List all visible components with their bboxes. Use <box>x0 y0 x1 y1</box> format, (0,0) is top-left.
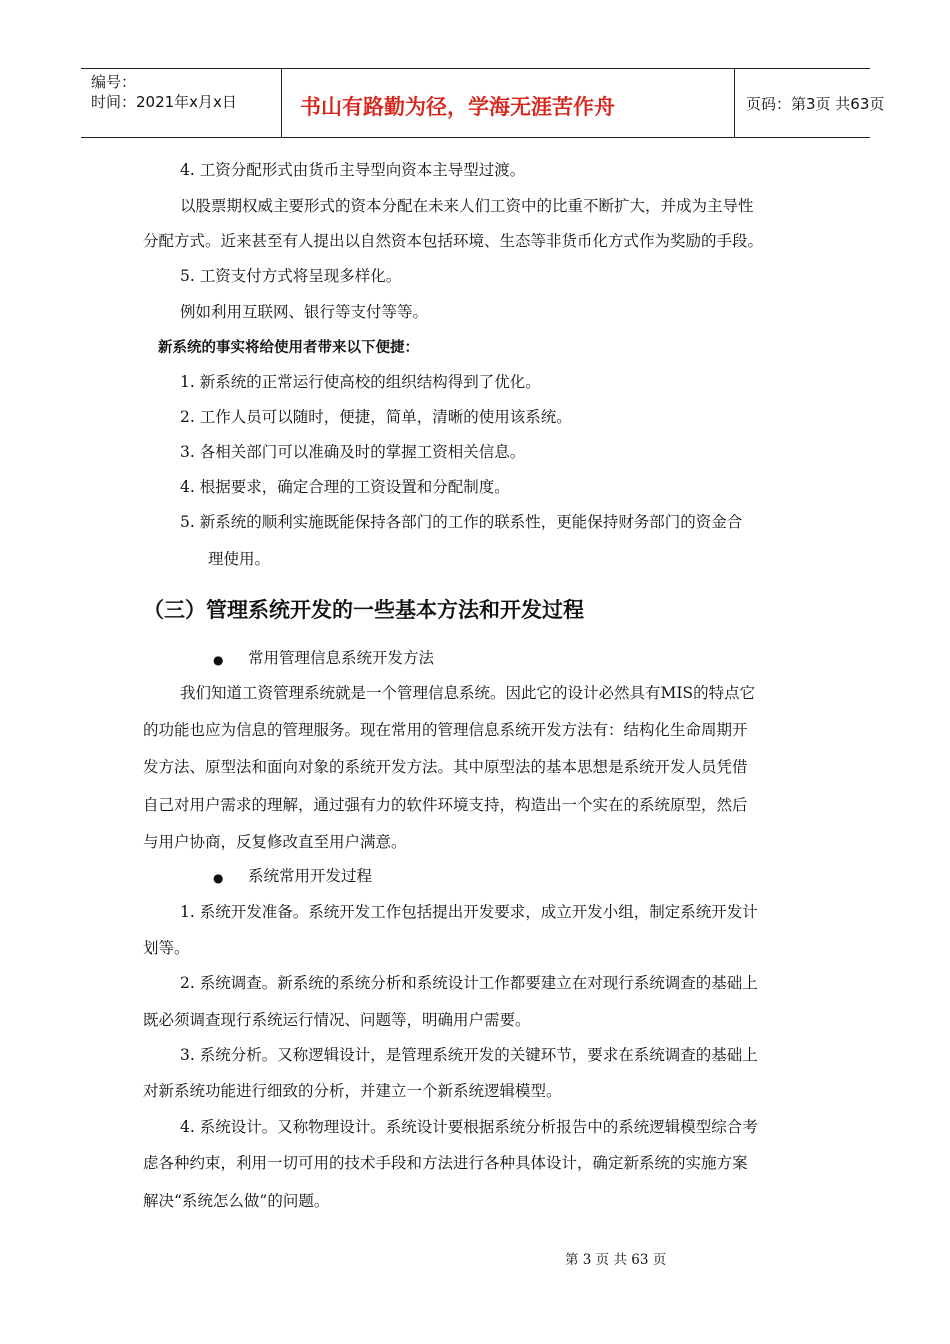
header-meta <box>81 69 281 137</box>
paragraph-line: 例如利用互联网、银行等支付等等。 <box>180 303 429 321</box>
paragraph-line: 划等。 <box>143 939 190 957</box>
bullet-dot-icon: ● <box>213 653 224 667</box>
paragraph-line: 以股票期权威主要形式的资本分配在未来人们工资中的比重不断扩大，并成为主导性 <box>180 197 754 215</box>
paragraph-line: 解决“系统怎么做”的问题。 <box>143 1192 330 1210</box>
paragraph-line: 与用户协商，反复修改直至用户满意。 <box>143 833 407 851</box>
numbered-item: 1. 新系统的正常运行使高校的组织结构得到了优化。 <box>180 373 541 391</box>
numbered-item: 5. 新系统的顺利实施既能保持各部门的工作的联系性，更能保持财务部门的资金合 <box>180 513 743 531</box>
paragraph-line: 发方法、原型法和面向对象的系统开发方法。其中原型法的基本思想是系统开发人员凭借 <box>143 758 748 776</box>
numbered-item: 2. 工作人员可以随时，便捷，简单，清晰的使用该系统。 <box>180 408 572 426</box>
footer-page-number: 第 3 页 共 63 页 <box>565 1252 667 1268</box>
numbered-item: 3. 各相关部门可以准确及时的掌握工资相关信息。 <box>180 443 526 461</box>
header-motto: 书山有路勤为径，学海无涯苦作舟 <box>300 95 615 119</box>
paragraph-line: 的功能也应为信息的管理服务。现在常用的管理信息系统开发方法有：结构化生命周期开 <box>143 721 748 739</box>
header-page-cell <box>734 69 885 137</box>
bullet-dot-icon: ● <box>213 871 224 885</box>
numbered-item: 4. 根据要求，确定合理的工资设置和分配制度。 <box>180 478 510 496</box>
document-date: 时间：2021年x月x日 <box>91 93 237 111</box>
bold-subheading: 新系统的事实将给使用者带来以下便捷： <box>158 340 419 356</box>
section-heading: （三）管理系统开发的一些基本方法和开发过程 <box>143 598 584 622</box>
paragraph-line: 2. 系统调查。新系统的系统分析和系统设计工作都要建立在对现行系统调查的基础上 <box>180 974 758 992</box>
bullet-item: 系统常用开发过程 <box>248 867 373 885</box>
paragraph-line: 对新系统功能进行细致的分析，并建立一个新系统逻辑模型。 <box>143 1082 562 1100</box>
page-header <box>81 68 885 138</box>
document-number-label: 编号： <box>91 73 137 91</box>
paragraph-line: 4. 工资分配形式由货币主导型向资本主导型过渡。 <box>180 161 526 179</box>
header-motto-cell <box>281 69 735 137</box>
bullet-item: 常用管理信息系统开发方法 <box>248 649 435 667</box>
paragraph-line: 既必须调查现行系统运行情况、问题等，明确用户需要。 <box>143 1011 531 1029</box>
paragraph-line: 4. 系统设计。又称物理设计。系统设计要根据系统分析报告中的系统逻辑模型综合考 <box>180 1118 758 1136</box>
paragraph-line: 虑各种约束，利用一切可用的技术手段和方法进行各种具体设计，确定新系统的实施方案 <box>143 1154 748 1172</box>
paragraph-line: 3. 系统分析。又称逻辑设计，是管理系统开发的关键环节，要求在系统调查的基础上 <box>180 1046 758 1064</box>
header-page-info: 页码：第3页 共63页 <box>746 95 885 113</box>
paragraph-line: 1. 系统开发准备。系统开发工作包括提出开发要求，成立开发小组，制定系统开发计 <box>180 903 758 921</box>
paragraph-line: 自己对用户需求的理解，通过强有力的软件环境支持，构造出一个实在的系统原型，然后 <box>143 796 748 814</box>
paragraph-line: 分配方式。近来甚至有人提出以自然资本包括环境、生态等非货币化方式作为奖励的手段。 <box>143 232 764 250</box>
numbered-item-continuation: 理使用。 <box>208 550 271 568</box>
paragraph-line: 5. 工资支付方式将呈现多样化。 <box>180 267 402 285</box>
paragraph-line: 我们知道工资管理系统就是一个管理信息系统。因此它的设计必然具有MIS的特点它 <box>180 684 756 702</box>
